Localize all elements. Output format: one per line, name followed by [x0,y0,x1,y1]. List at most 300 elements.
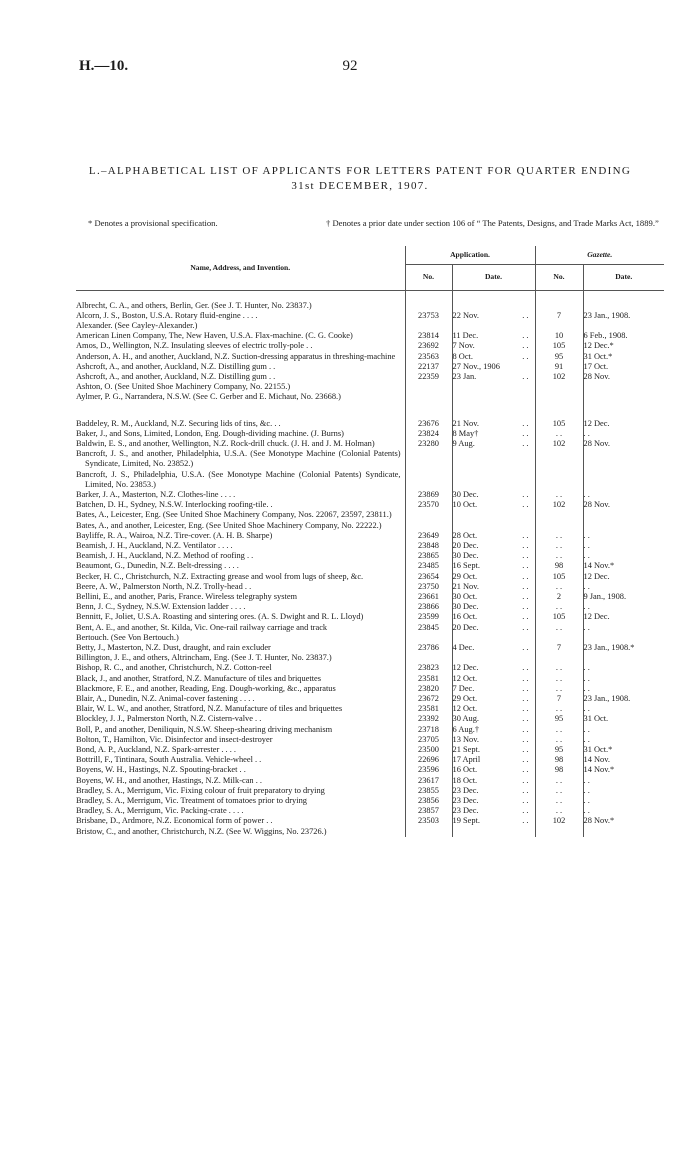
leader-dots: . . [522,663,529,673]
applicant-name: Betty, J., Masterton, N.Z. Dust, draught, and rain excluder [76,643,271,652]
table-row [76,612,664,622]
application-date: 12 Dec. [452,663,479,673]
application-date-cell [452,623,535,633]
applicant-name: Bellini, E., and another, Paris, France. Wireless telegraphy system [76,591,298,601]
gazette-number: . . [535,623,583,633]
applicant-name: Bradley, S. A., Merrigum, Vic. Treatment of tomatoes prior to drying [76,796,307,806]
gazette-number: 10 [535,331,583,341]
applicant-name: Bates, A., Leicester, Eng. (See United Shoe Machinery Company, Nos. 22067, 23597, 23811.) [76,510,392,520]
application-date: 10 Oct. [452,500,478,510]
gazette-date: 23 Jan., 1908.* [583,643,664,653]
leader-dots: . . [522,734,529,744]
leader-dots: . . [522,765,529,775]
applicant-name: Bancroft, J. S., and another, Philadelphia, U.S.A. (See Monotype Machine (Colonial Patents) Syndicate, Limited, No. 23852.) [76,449,401,469]
gazette-date: 14 Nov. [583,755,664,765]
gazette-date: . . [583,674,664,684]
application-number: 23848 [405,541,452,551]
table-row [76,653,664,663]
table-row [76,786,664,796]
gazette-number: . . [535,806,583,816]
leader-dots: . . [522,785,529,795]
table-row [76,490,664,500]
leader-dots: . . [522,341,529,351]
application-number [405,633,452,643]
application-date-cell [452,449,535,469]
col-header-gaz-date: Date. [583,264,664,290]
leader-dots: . . [522,724,529,734]
gazette-date: . . [583,490,664,500]
leader-dots: . . [522,683,529,693]
gazette-number: . . [535,541,583,551]
applicant-name: Boyens, W. H., and another, Hastings, N.Z. Milk-can . . [76,775,262,785]
gazette-number: 7 [535,694,583,704]
applicant-name: Bishop, R. C., and another, Christchurch, N.Z. Cotton-reel [76,663,272,673]
application-number: 23786 [405,643,452,653]
table-row [76,372,664,382]
table-row [76,755,664,765]
gazette-date: . . [583,806,664,816]
gazette-date: 12 Dec. [583,572,664,582]
application-number: 23599 [405,612,452,622]
application-number: 23280 [405,439,452,449]
application-date: 7 Dec. [452,683,475,693]
table-row [76,331,664,341]
applicant-name: Barker, J. A., Masterton, N.Z. Clothes-line . . . . [76,489,236,499]
application-date-cell [452,745,535,755]
application-date: 12 Oct. [452,704,478,714]
application-date-cell [452,510,535,520]
application-date: 16 Oct. [452,765,478,775]
gazette-number: . . [535,674,583,684]
application-date-cell [452,592,535,602]
gazette-number: 91 [535,362,583,372]
applicants-table [76,246,664,837]
applicant-name: Bertouch. (See Von Bertouch.) [76,632,179,642]
application-date-cell [452,765,535,775]
table-header [76,246,664,290]
gazette-date: . . [583,704,664,714]
gazette-date [583,510,664,520]
gazette-date: . . [583,796,664,806]
application-number: 23570 [405,500,452,510]
application-date-cell [452,541,535,551]
application-number [405,382,452,392]
application-date: 7 Nov. [452,341,475,351]
table-row [76,776,664,786]
leader-dots: . . [522,591,529,601]
application-number: 23865 [405,551,452,561]
gazette-date: 23 Jan., 1908. [583,694,664,704]
application-date: 30 Dec. [452,602,479,612]
gazette-date: 17 Oct. [583,362,664,372]
gazette-number: 105 [535,612,583,622]
legend-notes [76,217,662,229]
gazette-date: . . [583,663,664,673]
applicant-name: Benn, J. C., Sydney, N.S.W. Extension ladder . . . . [76,602,246,612]
leader-dots: . . [522,581,529,591]
application-date-cell [452,561,535,571]
gazette-date: . . [583,786,664,796]
gazette-date: . . [583,776,664,786]
application-number: 23392 [405,714,452,724]
application-number: 23581 [405,674,452,684]
gazette-date [583,321,664,331]
table-row [76,735,664,745]
table-row [76,582,664,592]
application-date: 12 Oct. [452,673,478,683]
table-row [76,392,664,402]
applicant-name: Baldwin, E. S., and another, Wellington, N.Z. Rock-drill chuck. (J. H. and J. M. Holman) [76,438,375,448]
application-date-cell [452,531,535,541]
table-row [76,674,664,684]
applicant-name: Albrecht, C. A., and others, Berlin, Ger. (See J. T. Hunter, No. 23837.) [76,300,312,310]
table-row [76,816,664,826]
application-date-cell [452,602,535,612]
applicant-name: Beaumont, G., Dunedin, N.Z. Belt-dressing . . . . [76,561,239,571]
gazette-number: 98 [535,561,583,571]
applicant-name: Blockley, J. J., Palmerston North, N.Z. Cistern-valve . . [76,714,262,724]
applicant-name: Bradley, S. A., Merrigum, Vic. Fixing colour of fruit preparatory to drying [76,785,325,795]
gazette-number [535,449,583,469]
gazette-date: . . [583,582,664,592]
application-number: 23563 [405,352,452,362]
gazette-number: 98 [535,755,583,765]
application-number [405,827,452,837]
application-date: 9 Aug. [452,438,475,448]
application-number [405,653,452,663]
application-number: 23855 [405,786,452,796]
gazette-number [535,510,583,520]
table-row [76,531,664,541]
application-date-cell [452,796,535,806]
application-date-cell [452,653,535,663]
title-line-2: 31st DECEMBER, 1907. [291,180,429,192]
application-number: 23485 [405,561,452,571]
application-date: 19 Sept. [452,816,480,826]
table-row [76,694,664,704]
application-date: 17 April [452,755,481,765]
leader-dots: . . [522,755,529,765]
leader-dots: . . [522,816,529,826]
applicant-name: Blackmore, F. E., and another, Reading, Eng. Dough-working, &c., apparatus [76,683,336,693]
leader-dots: . . [522,438,529,448]
applicant-name: Bayliffe, R. A., Wairoa, N.Z. Tire-cover. (A. H. B. Sharpe) [76,530,273,540]
table-row [76,500,664,510]
gazette-number: . . [535,582,583,592]
gazette-number: 102 [535,439,583,449]
gazette-date [583,392,664,402]
page-title [60,164,660,194]
application-number: 23866 [405,602,452,612]
table-row [76,541,664,551]
applicant-name: Bottrill, F., Tintinara, South Australia. Vehicle-wheel . . [76,755,262,765]
gazette-number: . . [535,735,583,745]
application-date-cell [452,500,535,510]
application-number: 23649 [405,531,452,541]
applicant-name: Blair, A., Dunedin, N.Z. Animal-cover fastening . . . . [76,694,255,704]
gazette-date [583,301,664,311]
table-row [76,714,664,724]
title-line-1: L.–ALPHABETICAL LIST OF APPLICANTS FOR LETTERS PATENT FOR QUARTER ENDING [88,165,632,177]
applicant-name: Bolton, T., Hamilton, Vic. Disinfector and insect-destroyer [76,734,273,744]
application-date-cell [452,301,535,311]
gazette-number: . . [535,531,583,541]
gazette-date: 14 Nov.* [583,561,664,571]
table-row [76,321,664,331]
table-row [76,561,664,571]
table-row [76,382,664,392]
gazette-number: . . [535,429,583,439]
gazette-number: 7 [535,643,583,653]
application-number [405,510,452,520]
applicant-name: Boll, P., and another, Deniliquin, N.S.W. Sheep-shearing driving mechanism [76,724,333,734]
application-date: 30 Dec. [452,551,479,561]
application-date: 4 Dec. [452,643,475,652]
leader-dots: . . [522,489,529,499]
application-date-cell [452,392,535,402]
application-number: 23692 [405,341,452,351]
gazette-date: 28 Nov. [583,372,664,382]
leader-dots: . . [522,310,529,320]
application-date-cell [452,439,535,449]
gazette-number: . . [535,786,583,796]
gazette-date: . . [583,551,664,561]
table-row [76,623,664,633]
table-row [76,470,664,490]
applicant-name: Alexander. (See Cayley-Alexander.) [76,320,198,330]
note-provisional: * Denotes a provisional specification. [88,218,218,228]
table-row [76,827,664,837]
table-row [76,362,664,372]
leader-dots: . . [522,806,529,816]
application-date: 27 Nov., 1906 [452,361,500,371]
application-date-cell [452,684,535,694]
table-row [76,765,664,775]
application-date: 29 Oct. [452,694,478,704]
application-number: 23596 [405,765,452,775]
gazette-date: 12 Dec. [583,612,664,622]
application-date: 21 Nov. [452,581,479,591]
applicant-name: Bond, A. P., Auckland, N.Z. Spark-arrester . . . . [76,745,237,755]
gazette-number: 105 [535,341,583,351]
gazette-date: . . [583,541,664,551]
application-date: 6 Aug.† [452,724,480,734]
application-date-cell [452,311,535,321]
leader-dots: . . [522,643,529,652]
gazette-date: . . [583,735,664,745]
application-date: 20 Dec. [452,540,479,550]
application-date: 22 Nov. [452,310,479,320]
gazette-number [535,382,583,392]
application-date-cell [452,551,535,561]
application-number: 23845 [405,623,452,633]
gazette-date: 12 Dec.* [583,341,664,351]
applicant-name: Beamish, J. H., Auckland, N.Z. Ventilator . . . . [76,540,233,550]
gazette-date: 31 Oct. [583,714,664,724]
table-row [76,439,664,449]
col-header-gaz-no: No. [535,264,583,290]
leader-dots: . . [522,331,529,341]
gazette-number [535,392,583,402]
gazette-number: . . [535,796,583,806]
applicant-name: Boyens, W. H., Hastings, N.Z. Spouting-bracket . . [76,765,246,775]
gazette-number: . . [535,725,583,735]
gazette-date: 28 Nov.* [583,816,664,826]
gazette-date [583,382,664,392]
applicant-name: Ashcroft, A., and another, Auckland, N.Z. Distilling gum . . [76,361,276,371]
application-date-cell [452,490,535,500]
note-prior-date: † Denotes a prior date under section 106 of “ The Patents, Designs, and Trade Marks Act, 1889.” [326,218,659,228]
applicant-name: Ashton, O. (See United Shoe Machinery Company, No. 22155.) [76,382,291,392]
gazette-date: 23 Jan., 1908. [583,311,664,321]
application-date-cell [452,776,535,786]
application-date: 21 Sept. [452,745,480,755]
applicant-name: Bristow, C., and another, Christchurch, N.Z. (See W. Wiggins, No. 23726.) [76,826,327,836]
application-number: 22137 [405,362,452,372]
leader-dots: . . [522,571,529,581]
gazette-date [583,633,664,643]
application-number [405,301,452,311]
application-number [405,449,452,469]
application-number: 23820 [405,684,452,694]
gazette-number: . . [535,551,583,561]
leader-dots: . . [522,622,529,632]
gazette-number [535,321,583,331]
leader-dots: . . [522,540,529,550]
application-date: 28 Oct. [452,530,478,540]
leader-dots: . . [522,704,529,714]
gazette-date: . . [583,531,664,541]
application-number [405,392,452,402]
table-row [76,341,664,351]
applicant-name: Bent, A. E., and another, St. Kilda, Vic. One-rail railway carriage and track [76,622,328,632]
spacer-row [76,290,664,301]
applicant-name: Blair, W. L. W., and another, Stratford, N.Z. Manufacture of tiles and briquettes [76,704,343,714]
application-number: 23718 [405,725,452,735]
leader-dots: . . [522,561,529,571]
application-date-cell [452,362,535,372]
gazette-number: . . [535,776,583,786]
table-row [76,633,664,643]
col-header-gazette: Gazette. [535,246,664,264]
application-date-cell [452,735,535,745]
application-date: 23 Jan. [452,371,477,381]
leader-dots: . . [522,602,529,612]
gazette-date: 14 Nov.* [583,765,664,775]
application-number: 23856 [405,796,452,806]
application-number: 23705 [405,735,452,745]
application-date-cell [452,521,535,531]
gazette-date: 31 Oct.* [583,352,664,362]
leader-dots: . . [522,673,529,683]
application-date-cell [452,714,535,724]
gazette-number [535,633,583,643]
gazette-date: . . [583,602,664,612]
applicant-name: Anderson, A. H., and another, Auckland, N.Z. Suction-dressing apparatus in threshing-machine [76,351,396,361]
leader-dots: . . [522,612,529,622]
applicant-name: Beamish, J. H., Auckland, N.Z. Method of roofing . . [76,551,254,561]
col-header-app-no: No. [405,264,452,290]
table-row [76,704,664,714]
table-row [76,643,664,653]
gazette-date: 31 Oct.* [583,745,664,755]
gazette-number: . . [535,704,583,714]
table-row [76,592,664,602]
table-row [76,551,664,561]
application-date: 30 Aug. [452,714,480,724]
application-date-cell [452,582,535,592]
gazette-number: . . [535,684,583,694]
gazette-number: . . [535,490,583,500]
table-row [76,429,664,439]
applicant-name: Aylmer, P. G., Narrandera, N.S.W. (See C. Gerber and E. Michaut, No. 23668.) [76,392,341,402]
application-date: 16 Oct. [452,612,478,622]
application-date-cell [452,429,535,439]
gazette-number [535,827,583,837]
application-number: 23676 [405,419,452,429]
gazette-date: . . [583,725,664,735]
application-date: 23 Dec. [452,796,479,806]
gazette-number [535,301,583,311]
application-number: 23654 [405,572,452,582]
application-date-cell [452,755,535,765]
applicant-name: Batchen, D. H., Sydney, N.S.W. Interlocking roofing-tile. . [76,500,273,510]
application-number [405,521,452,531]
application-number: 23750 [405,582,452,592]
application-number: 23753 [405,311,452,321]
table-row [76,663,664,673]
application-date: 20 Dec. [452,622,479,632]
application-number: 23857 [405,806,452,816]
application-date-cell [452,827,535,837]
leader-dots: . . [522,428,529,438]
application-number: 22696 [405,755,452,765]
leader-dots: . . [522,500,529,510]
gazette-number: 102 [535,500,583,510]
application-date-cell [452,572,535,582]
page-number: 92 [342,58,358,74]
gazette-number: 95 [535,745,583,755]
gazette-date: 6 Feb., 1908. [583,331,664,341]
table-row [76,745,664,755]
applicant-name: Baddeley, R. M., Auckland, N.Z. Securing lids of tins, &c. . . [76,418,281,428]
application-date-cell [452,694,535,704]
spacer-row [76,403,664,419]
gazette-number: 102 [535,816,583,826]
application-date-cell [452,786,535,796]
applicant-name: Baker, J., and Sons, Limited, London, Eng. Dough-dividing machine. (J. Burns) [76,428,344,438]
leader-dots: . . [522,714,529,724]
gazette-number: 102 [535,372,583,382]
gazette-date [583,470,664,490]
applicant-name: Beere, A. W., Palmerston North, N.Z. Trolly-head . . [76,581,252,591]
table-row [76,725,664,735]
application-date-cell [452,382,535,392]
gazette-date [583,827,664,837]
application-date-cell [452,419,535,429]
application-date: 29 Oct. [452,571,478,581]
application-date: 8 Oct. [452,351,473,361]
application-date-cell [452,674,535,684]
table-row [76,684,664,694]
application-date: 21 Nov. [452,418,479,428]
applicant-name: Alcorn, J. S., Boston, U.S.A. Rotary fluid-engine . . . . [76,310,258,320]
application-date-cell [452,470,535,490]
application-number: 23661 [405,592,452,602]
leader-dots: . . [522,418,529,428]
col-header-app-date: Date. [452,264,535,290]
gazette-date [583,653,664,663]
